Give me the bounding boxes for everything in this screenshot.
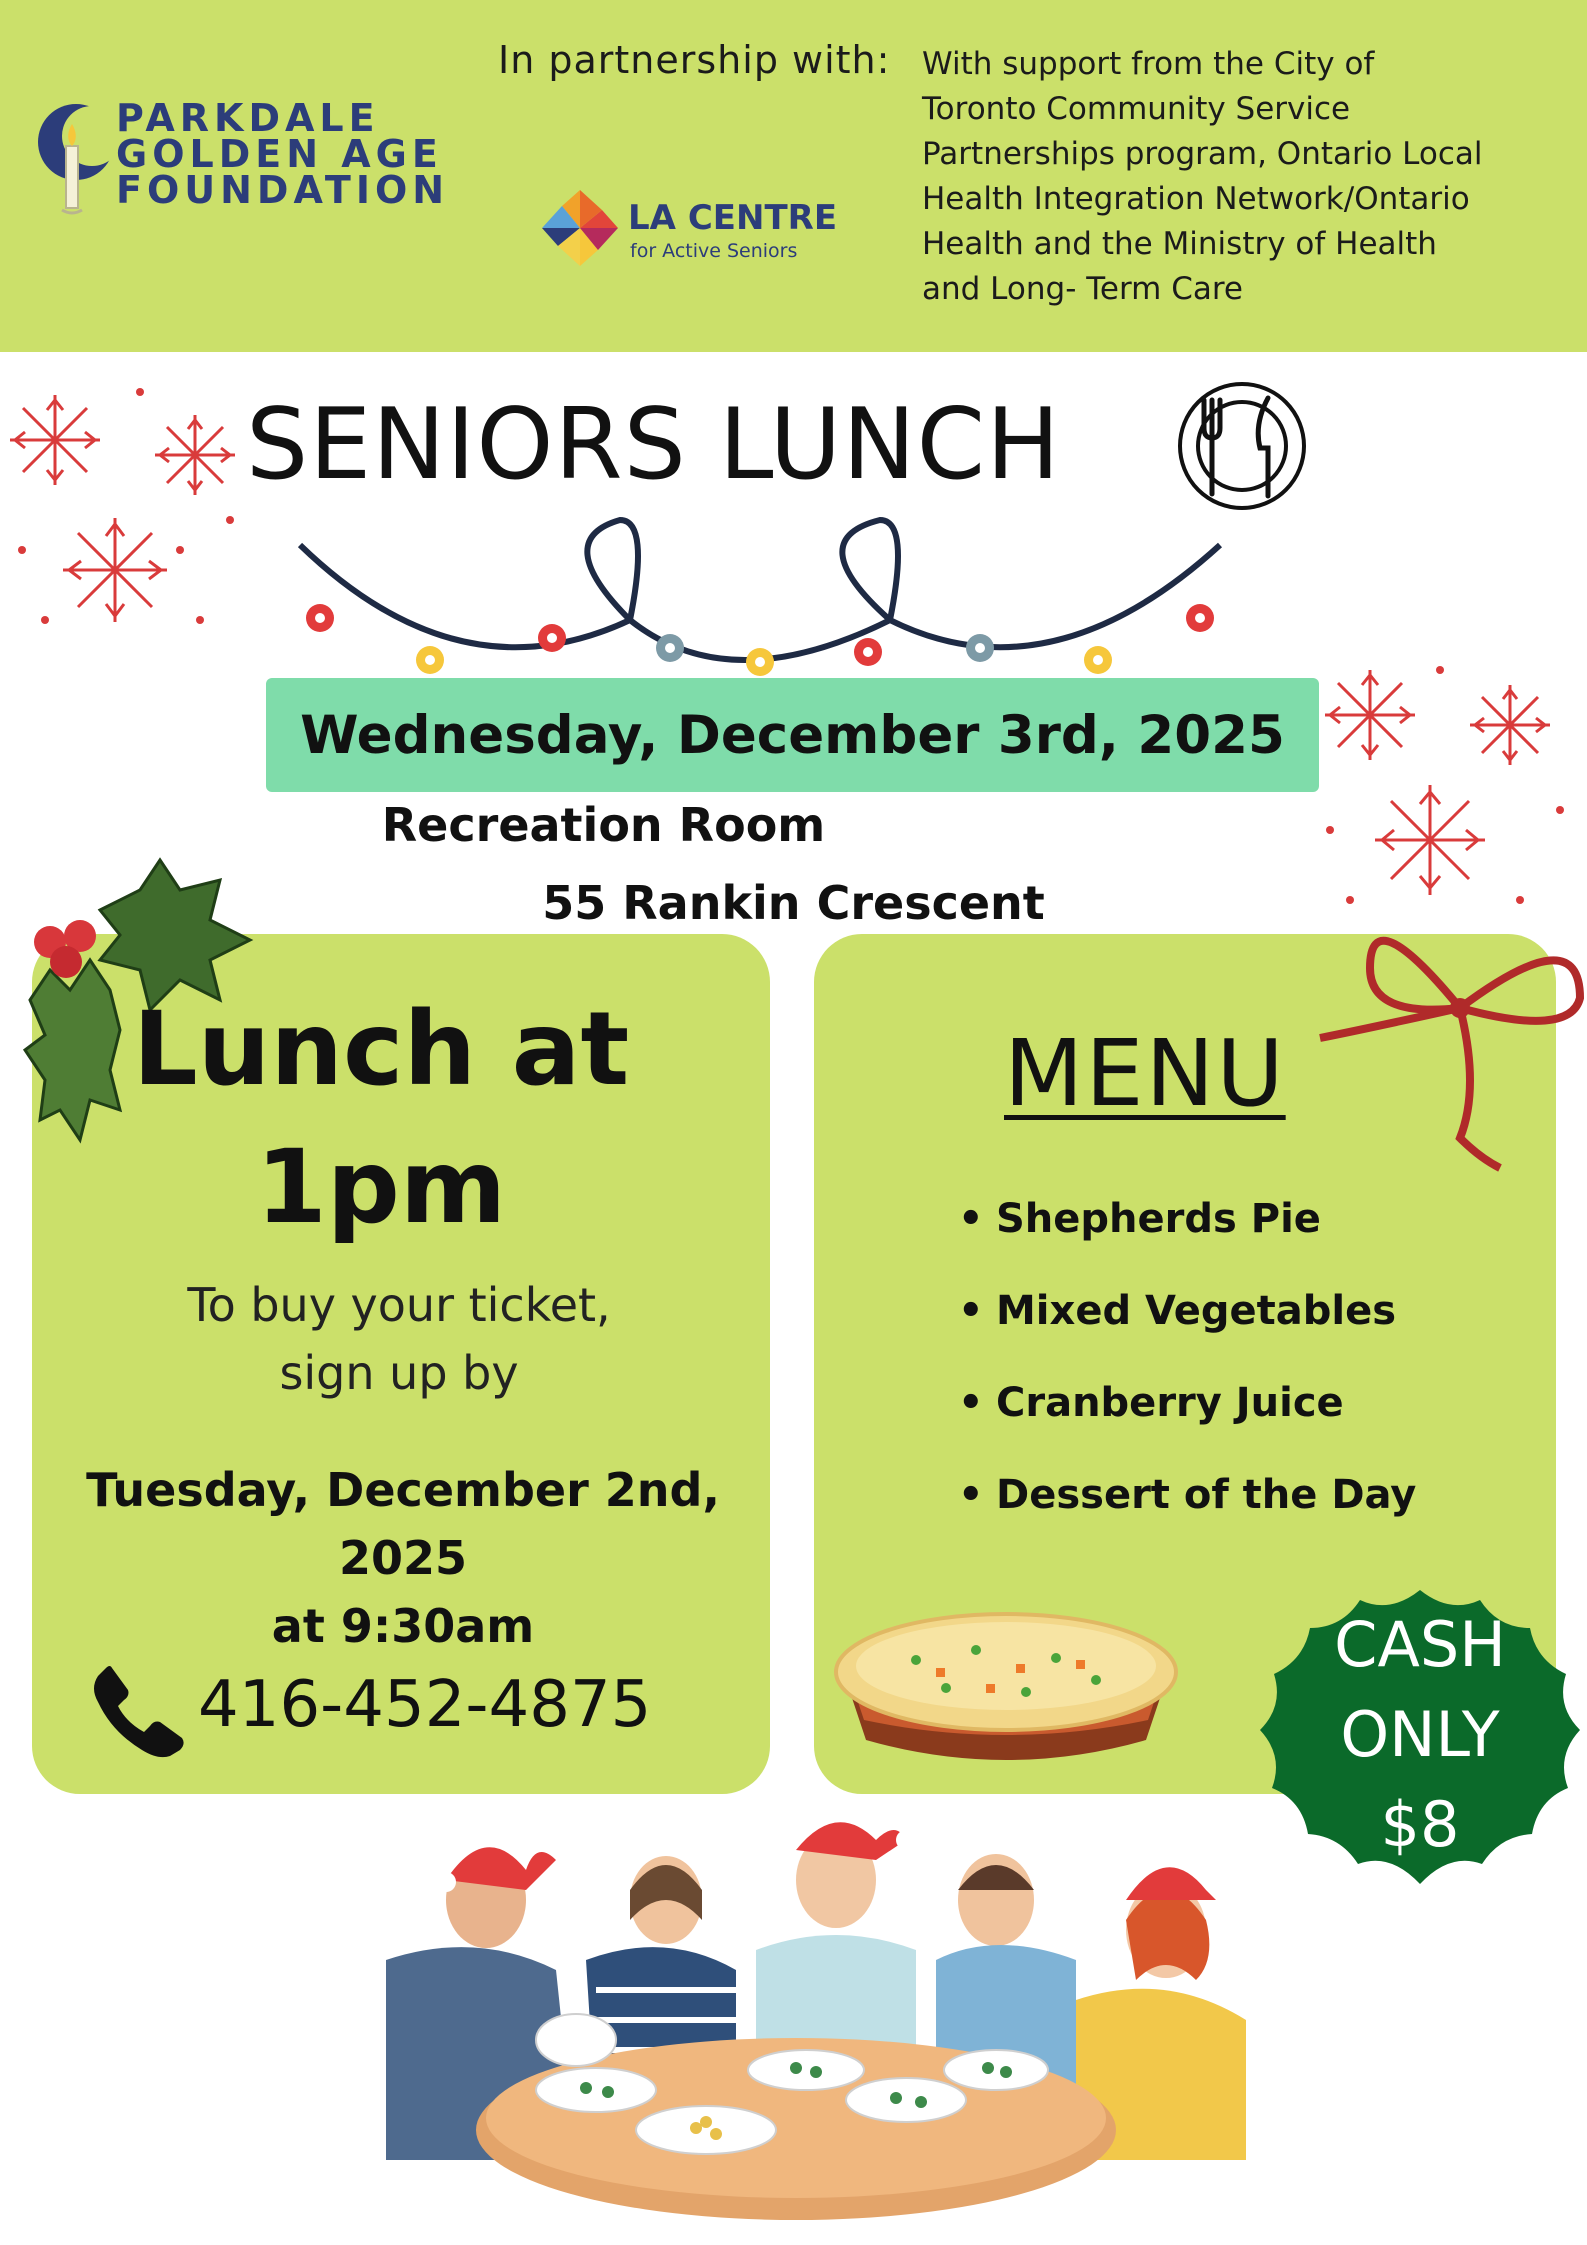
- phone-number[interactable]: 416-452-4875: [198, 1668, 652, 1742]
- price-badge-line2: ONLY: [1340, 1698, 1500, 1771]
- deadline-line3: at 9:30am: [271, 1599, 535, 1653]
- menu-item: • Mixed Vegetables: [958, 1288, 1416, 1380]
- ticket-instruction-line1: To buy your ticket,: [187, 1278, 611, 1332]
- support-line: and Long- Term Care: [922, 271, 1244, 307]
- la-centre-logo: [538, 186, 858, 276]
- deadline-line1: Tuesday, December 2nd,: [86, 1463, 720, 1517]
- plate-cutlery-icon: [1172, 376, 1312, 516]
- menu-item: • Shepherds Pie: [958, 1196, 1416, 1288]
- menu-heading: MENU: [1004, 1020, 1286, 1127]
- ticket-instruction-line2: sign up by: [279, 1346, 519, 1400]
- ribbon-bow-icon: [1310, 908, 1587, 1178]
- price-badge: [1250, 1600, 1587, 1870]
- support-line: Partnerships program, Ontario Local: [922, 136, 1483, 172]
- support-line: Health Integration Network/Ontario: [922, 181, 1470, 217]
- location-address: 55 Rankin Crescent: [542, 876, 1045, 930]
- org-line-1: PARKDALE: [116, 96, 380, 140]
- lunch-time-line2: 1pm: [255, 1128, 507, 1247]
- event-title: SENIORS LUNCH: [246, 388, 1061, 502]
- support-statement: [922, 42, 1572, 312]
- partner-subtitle: for Active Seniors: [630, 240, 798, 262]
- menu-item: • Cranberry Juice: [958, 1380, 1416, 1472]
- price-badge-line1: CASH: [1334, 1608, 1506, 1681]
- candle-moon-icon: [36, 102, 116, 232]
- lunch-time-line1: Lunch at: [132, 990, 630, 1109]
- string-lights: [290, 500, 1250, 700]
- phone-icon: [90, 1660, 190, 1760]
- pinwheel-icon: [538, 186, 622, 270]
- price-badge-line3: $8: [1380, 1788, 1460, 1861]
- support-line: Toronto Community Service: [922, 91, 1351, 127]
- event-date: Wednesday, December 3rd, 2025: [300, 704, 1285, 766]
- shepherds-pie-illustration: [826, 1600, 1186, 1770]
- menu-item: • Dessert of the Day: [958, 1472, 1416, 1564]
- partner-name: LA CENTRE: [628, 198, 838, 238]
- snowflakes-left: [0, 370, 250, 640]
- dinner-party-illustration: [376, 1800, 1256, 2220]
- support-line: Health and the Ministry of Health: [922, 226, 1437, 262]
- menu-list: [958, 1196, 1416, 1564]
- partnership-label: In partnership with:: [498, 38, 891, 82]
- org-line-2: GOLDEN AGE: [116, 132, 443, 176]
- parkdale-logo: [36, 96, 466, 240]
- location-room: Recreation Room: [381, 798, 826, 852]
- support-line: With support from the City of: [922, 46, 1375, 82]
- deadline-line2: 2025: [338, 1531, 468, 1585]
- date-banner: [266, 678, 1319, 792]
- org-line-3: FOUNDATION: [116, 168, 450, 212]
